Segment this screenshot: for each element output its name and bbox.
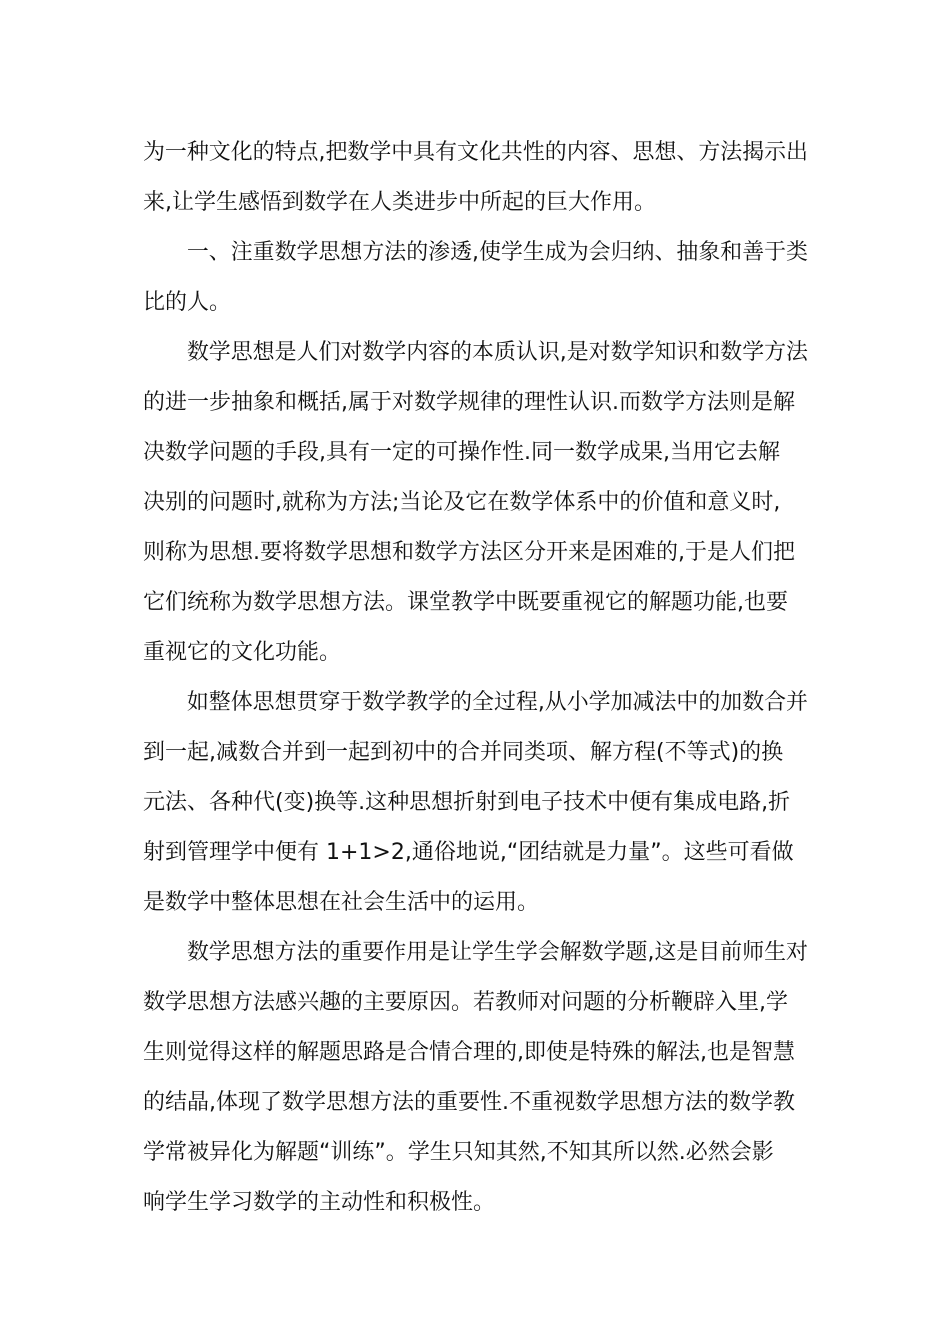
text-line: 数学思想方法的重要作用是让学生学会解数学题,这是目前师生对: [143, 940, 808, 965]
text-line: 重视它的文化功能。: [143, 640, 342, 665]
text-line: 它们统称为数学思想方法。课堂教学中既要重视它的解题功能,也要: [143, 590, 788, 615]
paragraph-4: [143, 678, 808, 928]
text-line: 元法、各种代(变)换等.这种思想折射到电子技术中便有集成电路,折: [143, 790, 791, 815]
text-line: 来,让学生感悟到数学在人类进步中所起的巨大作用。: [143, 190, 656, 215]
paragraph-5: [143, 928, 808, 1228]
text-line: 比的人。: [143, 290, 232, 315]
text-line: 决数学问题的手段,具有一定的可操作性.同一数学成果,当用它去解: [143, 440, 780, 465]
text-line: 生则觉得这样的解题思路是合情合理的,即使是特殊的解法,也是智慧: [143, 1040, 795, 1065]
text-line: 如整体思想贯穿于数学教学的全过程,从小学加减法中的加数合并: [143, 690, 808, 715]
document-body: [143, 128, 808, 1228]
text-line: 学常被异化为解题“训练”。学生只知其然,不知其所以然.必然会影: [143, 1140, 774, 1165]
paragraph-1: [143, 128, 808, 228]
text-line: 数学思想是人们对数学内容的本质认识,是对数学知识和数学方法: [143, 340, 808, 365]
text-line: 一、注重数学思想方法的渗透,使学生成为会归纳、抽象和善于类: [143, 240, 808, 265]
paragraph-2-heading: [143, 228, 808, 328]
text-line: 射到管理学中便有 1+1>2,通俗地说,“团结就是力量”。这些可看做: [143, 840, 794, 865]
text-line: 的结晶,体现了数学思想方法的重要性.不重视数学思想方法的数学教: [143, 1090, 795, 1115]
text-line: 到一起,减数合并到一起到初中的合并同类项、解方程(不等式)的换: [143, 740, 784, 765]
text-line: 是数学中整体思想在社会生活中的运用。: [143, 890, 540, 915]
text-line: 决别的问题时,就称为方法;当论及它在数学体系中的价值和意义时,: [143, 490, 781, 515]
paragraph-3: [143, 328, 808, 678]
text-line: 的进一步抽象和概括,属于对数学规律的理性认识.而数学方法则是解: [143, 390, 795, 415]
text-line: 则称为思想.要将数学思想和数学方法区分开来是困难的,于是人们把: [143, 540, 795, 565]
text-line: 为一种文化的特点,把数学中具有文化共性的内容、思想、方法揭示出: [143, 140, 808, 165]
text-line: 数学思想方法感兴趣的主要原因。若教师对问题的分析鞭辟入里,学: [143, 990, 788, 1015]
text-line: 响学生学习数学的主动性和积极性。: [143, 1190, 496, 1215]
